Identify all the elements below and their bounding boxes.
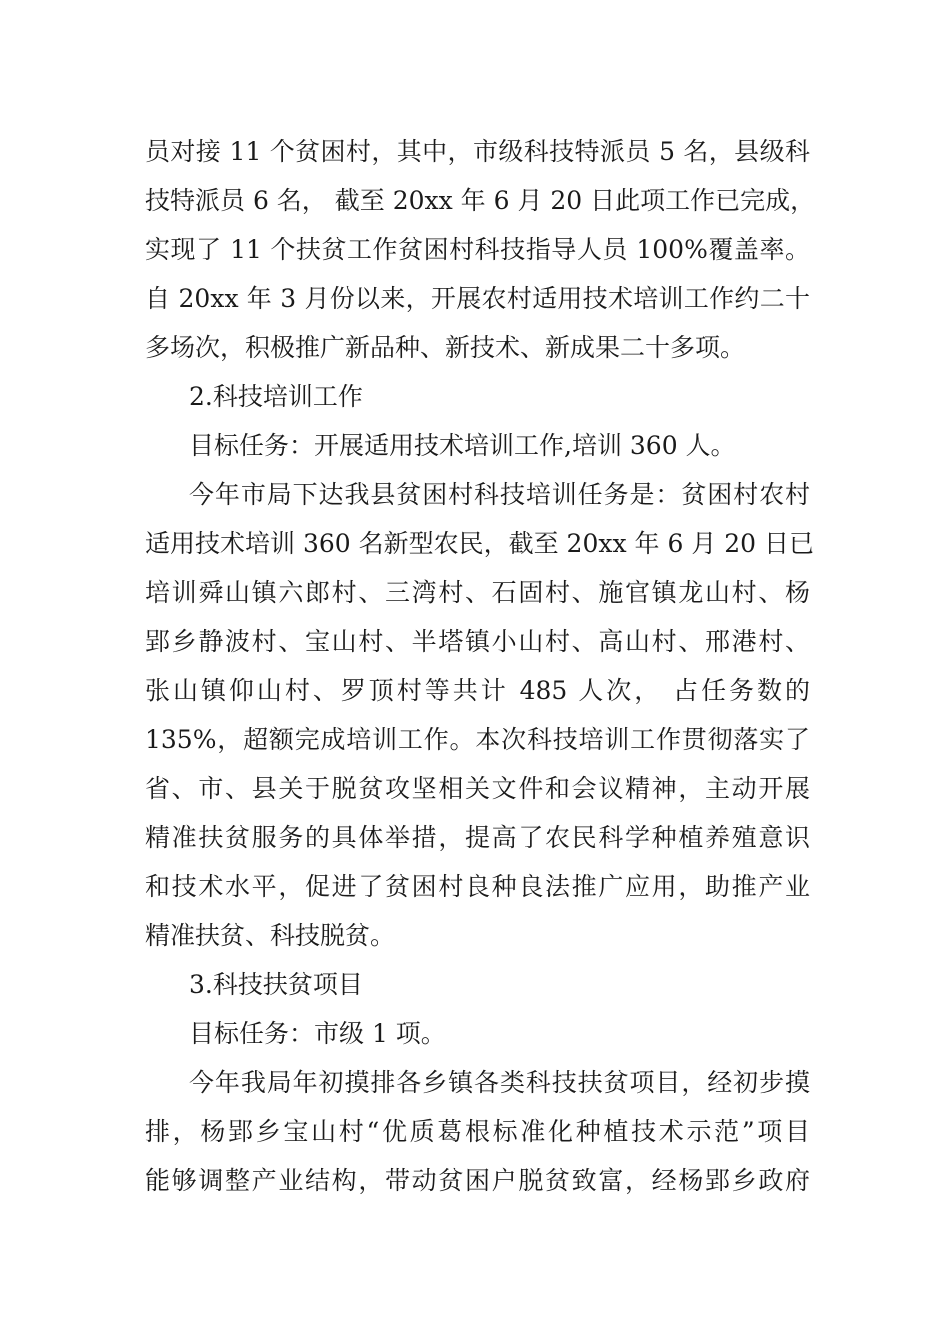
text-line: 和技术水平，促进了贫困村良种良法推广应用，助推产业 [145,872,810,901]
text-line: 排，杨郢乡宝山村“优质葛根标准化种植技术示范”项目 [145,1117,810,1146]
text-line: 培训舜山镇六郎村、三湾村、石固村、施官镇龙山村、杨 [145,578,810,607]
text-line: 省、市、县关于脱贫攻坚相关文件和会议精神，主动开展 [145,774,810,803]
text-line: 张山镇仰山村、罗顶村等共计 485 人次， 占任务数的 [145,676,810,705]
text-line: 能够调整产业结构，带动贫困户脱贫致富，经杨郢乡政府 [145,1166,810,1195]
text-line: 精准扶贫服务的具体举措，提高了农民科学种植养殖意识 [145,823,810,852]
section-heading: 3.科技扶贫项目 [189,970,363,999]
text-line: 员对接 11 个贫困村，其中，市级科技特派员 5 名，县级科 [145,137,810,166]
text-line: 适用技术培训 360 名新型农民，截至 20xx 年 6 月 20 日已 [145,529,815,558]
target-task-line: 目标任务：市级 1 项。 [189,1019,446,1048]
section-heading: 2.科技培训工作 [189,382,363,411]
text-line: 多场次，积极推广新品种、新技术、新成果二十多项。 [145,333,746,362]
paragraph-first-line: 今年我局年初摸排各乡镇各类科技扶贫项目，经初步摸 [189,1068,810,1097]
document-body [145,127,816,1205]
text-line: 技特派员 6 名， 截至 20xx 年 6 月 20 日此项工作已完成， [145,186,816,215]
text-line: 实现了 11 个扶贫工作贫困村科技指导人员 100%覆盖率。 [145,235,810,264]
text-line: 自 20xx 年 3 月份以来，开展农村适用技术培训工作约二十 [145,284,810,313]
target-task-line: 目标任务：开展适用技术培训工作,培训 360 人。 [189,431,736,460]
text-line: 135%，超额完成培训工作。本次科技培训工作贯彻落实了 [145,725,810,754]
text-line: 郢乡静波村、宝山村、半塔镇小山村、高山村、邢港村、 [145,627,810,656]
paragraph-first-line: 今年市局下达我县贫困村科技培训任务是：贫困村农村 [189,480,810,509]
text-line: 精准扶贫、科技脱贫。 [145,921,396,950]
